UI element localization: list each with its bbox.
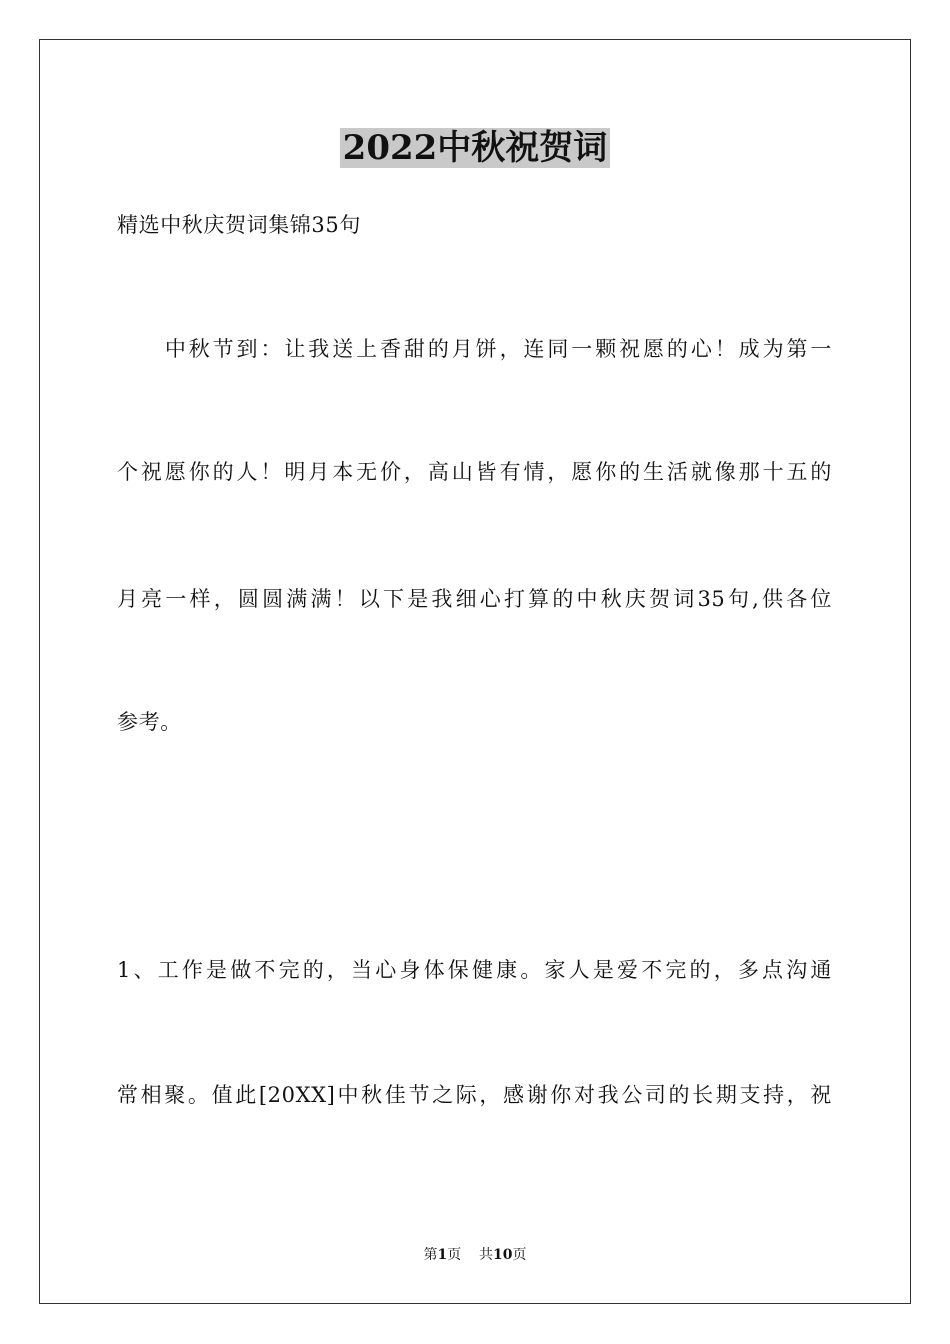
footer-page-prefix: 第	[423, 1247, 438, 1263]
intro-line-4: 参考。	[117, 710, 182, 734]
item-line-2: 常相聚。值此[20XX]中秋佳节之际，感谢你对我公司的长期支持，祝	[117, 1083, 832, 1107]
document-subtitle: 精选中秋庆贺词集锦35句	[117, 213, 361, 237]
footer-total-suffix: 页	[512, 1247, 527, 1263]
intro-line-3: 月亮一样，圆圆满满！以下是我细心打算的中秋庆贺词35句,供各位	[117, 587, 832, 611]
intro-line-2: 个祝愿你的人！明月本无价，高山皆有情，愿你的生活就像那十五的	[117, 460, 832, 484]
footer-total-prefix: 共	[479, 1247, 494, 1263]
document-title-text: 2022中秋祝贺词	[340, 128, 611, 168]
footer-page-number: 1	[437, 1247, 448, 1263]
page-footer	[0, 1245, 950, 1265]
intro-line-1: 中秋节到：让我送上香甜的月饼，连同一颗祝愿的心！成为第一	[117, 337, 832, 361]
document-title	[0, 126, 950, 170]
item-line-1: 1、工作是做不完的，当心身体保健康。家人是爱不完的，多点沟通	[117, 958, 832, 982]
footer-page-suffix: 页	[447, 1247, 462, 1263]
footer-total-pages: 10	[493, 1247, 513, 1263]
